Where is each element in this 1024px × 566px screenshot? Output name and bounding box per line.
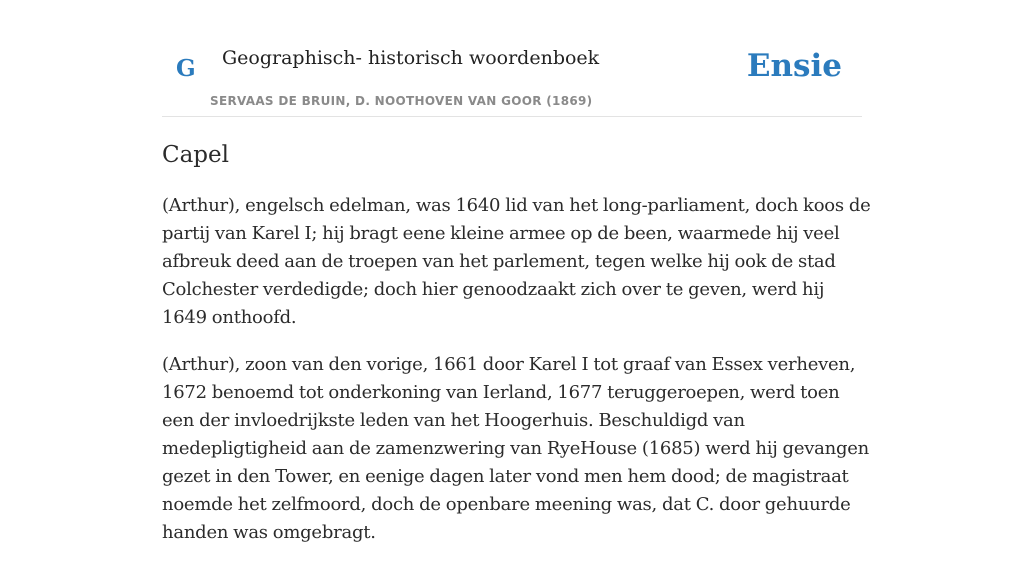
dictionary-logo[interactable]: G	[176, 55, 196, 82]
dictionary-authors: SERVAAS DE BRUIN, D. NOOTHOVEN VAN GOOR (1869)	[210, 94, 593, 108]
entry-content	[162, 140, 872, 566]
entry-paragraph: (Arthur), zoon van den vorige, 1661 door Karel I tot graaf van Essex verheven, 1672 benoemd tot onderkoning van Ierland, 1677 teruggeroepen, werd toen een der invloedrijkste leden van het Hoogerhuis. Beschuldigd van medepligtigheid aan de zamenzwering van RyeHouse (1685) werd hij gevangen gezet in den Tower, en eenige dagen later vond men hem dood; de magistraat noemde het zelfmoord, doch de openbare meening was, dat C. door gehuurde handen was omgebragt.	[162, 354, 869, 543]
entry-paragraph: (Arthur), engelsch edelman, was 1640 lid van het long-parliament, doch koos de partij van Karel I; hij bragt eene kleine armee op de been, waarmede hij veel afbreuk deed aan de troepen van het parlement, tegen welke hij ook de stad Colchester verdedigde; doch hier genoodzaakt zich over te geven, werd hij 1649 onthoofd.	[162, 195, 871, 328]
entry-title: Capel	[162, 142, 230, 168]
ensie-logo[interactable]: Ensie	[746, 48, 842, 84]
page-header	[162, 0, 862, 117]
dictionary-title[interactable]: Geographisch- historisch woordenboek	[222, 47, 600, 69]
